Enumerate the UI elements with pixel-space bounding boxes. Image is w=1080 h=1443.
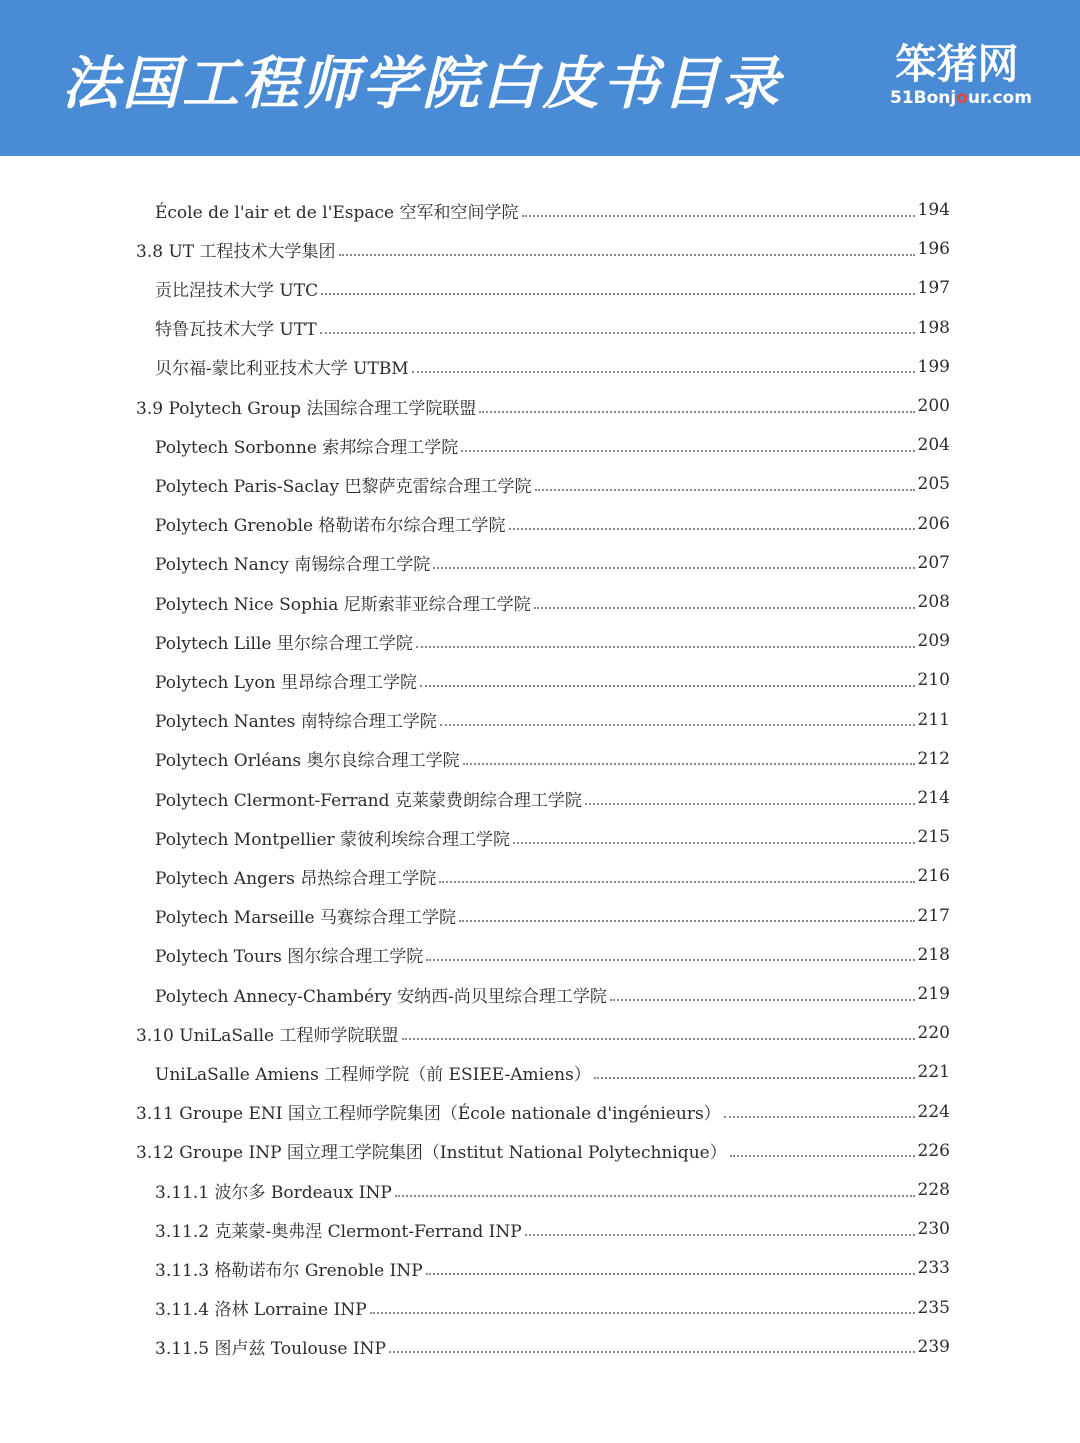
dot-leader	[461, 449, 914, 452]
dot-leader	[479, 410, 914, 413]
dot-leader	[522, 214, 915, 217]
dot-leader	[339, 253, 915, 256]
dot-leader	[610, 998, 915, 1001]
toc-page-number: 215	[917, 827, 950, 848]
toc-page-number: 206	[917, 513, 950, 534]
toc-page-number: 226	[917, 1140, 950, 1161]
toc-page-number: 209	[917, 631, 950, 652]
toc-page-number: 210	[917, 670, 950, 691]
toc-page-number: 219	[917, 984, 950, 1004]
toc-entry[interactable]	[155, 469, 950, 499]
toc-entry[interactable]	[155, 626, 950, 656]
toc-entry[interactable]	[155, 1332, 950, 1362]
toc-entry[interactable]	[155, 313, 950, 343]
toc-page-number: 207	[917, 552, 950, 573]
toc-entry-title: Polytech Annecy-Chambéry 安纳西-尚贝里综合理工学院	[155, 986, 607, 1007]
toc-page-number: 239	[917, 1336, 950, 1357]
toc-entry-title: Polytech Marseille 马赛综合理工学院	[155, 908, 457, 929]
toc-page-number: 211	[917, 709, 950, 730]
site-logo[interactable]	[890, 40, 1032, 114]
toc-page-number: 205	[917, 474, 950, 495]
toc-entry-title: 3.10 UniLaSalle 工程师学院联盟	[136, 1025, 399, 1046]
toc-entry[interactable]	[155, 822, 950, 852]
toc-entry[interactable]	[155, 1253, 950, 1283]
toc-entry-title: UniLaSalle Amiens 工程师学院（前 ESIEE-Amiens）	[155, 1064, 591, 1085]
toc-entry[interactable]	[136, 1018, 950, 1048]
toc-page-number: 198	[917, 317, 950, 338]
toc-entry[interactable]	[155, 979, 950, 1009]
toc-entry-title: Polytech Orléans 奥尔良综合理工学院	[155, 751, 460, 772]
toc-entry-title: 3.11.1 波尔多 Bordeaux INP	[155, 1182, 392, 1203]
toc-page-number: 218	[917, 944, 950, 965]
toc-entry-title: Polytech Lille 里尔综合理工学院	[155, 633, 413, 654]
toc-entry[interactable]	[155, 548, 950, 578]
dot-leader	[730, 1154, 915, 1157]
dot-leader	[416, 645, 915, 648]
dot-leader	[395, 1194, 915, 1197]
toc-page-number: 228	[917, 1180, 950, 1200]
toc-entry[interactable]	[155, 940, 950, 970]
toc-entry[interactable]	[155, 1175, 950, 1205]
toc-entry[interactable]	[155, 352, 950, 382]
toc-page-number: 196	[917, 239, 950, 260]
toc-entry[interactable]	[155, 1293, 950, 1323]
toc-page-number: 230	[917, 1219, 950, 1240]
dot-leader	[321, 292, 914, 295]
toc-entry[interactable]	[155, 195, 950, 225]
toc-entry-title: 3.9 Polytech Group 法国综合理工学院联盟	[136, 398, 477, 419]
toc-page-number: 216	[917, 866, 950, 887]
dot-leader	[724, 1115, 915, 1118]
toc-entry-title: 3.11.3 格勒诺布尔 Grenoble INP	[155, 1260, 423, 1281]
toc-page-number: 194	[917, 200, 950, 220]
toc-page-number: 214	[917, 788, 950, 808]
toc-entry-title: Polytech Nice Sophia 尼斯索菲亚综合理工学院	[155, 594, 531, 615]
dot-leader	[439, 880, 914, 883]
toc-entry-title: 3.11.5 图卢兹 Toulouse INP	[155, 1339, 386, 1360]
dot-leader	[535, 488, 915, 491]
toc-entry-title: Polytech Tours 图尔综合理工学院	[155, 947, 424, 968]
toc-page-number: 220	[917, 1023, 950, 1044]
toc-entry-title: Polytech Lyon 里昂综合理工学院	[155, 672, 417, 693]
toc-entry-title: 3.11.2 克莱蒙-奥弗涅 Clermont-Ferrand INP	[155, 1221, 522, 1242]
dot-leader	[440, 723, 915, 726]
toc-entry[interactable]	[136, 391, 950, 421]
toc-entry[interactable]	[155, 744, 950, 774]
dot-leader	[420, 684, 915, 687]
toc-page-number: 221	[917, 1062, 950, 1083]
toc-page-number: 208	[917, 592, 950, 612]
toc-entry-title: 贝尔福-蒙比利亚技术大学 UTBM	[155, 359, 409, 380]
toc-entry[interactable]	[136, 1136, 950, 1166]
toc-entry[interactable]	[155, 273, 950, 303]
dot-leader	[370, 1311, 915, 1314]
dot-leader	[389, 1350, 915, 1353]
toc-entry[interactable]	[136, 234, 950, 264]
toc-page-number: 212	[917, 748, 950, 769]
logo-url: 51Bonjour.com	[890, 88, 1032, 108]
toc-entry[interactable]	[155, 509, 950, 539]
toc-page-number: 197	[917, 278, 950, 299]
dot-leader	[509, 527, 915, 530]
dot-leader	[320, 331, 915, 334]
dot-leader	[433, 566, 914, 569]
toc-entry-title: Polytech Montpellier 蒙彼利埃综合理工学院	[155, 829, 511, 850]
toc-entry[interactable]	[155, 665, 950, 695]
dot-leader	[459, 919, 915, 922]
toc-entry[interactable]	[155, 901, 950, 931]
toc-entry[interactable]	[155, 1214, 950, 1244]
toc-entry-title: 3.11 Groupe ENI 国立工程师学院集团（École nationale d'ingénieurs）	[136, 1104, 721, 1125]
toc-page-number: 235	[917, 1297, 950, 1318]
toc-entry[interactable]	[155, 430, 950, 460]
toc-entry-title: Polytech Grenoble 格勒诺布尔综合理工学院	[155, 516, 506, 537]
dot-leader	[402, 1037, 915, 1040]
dot-leader	[426, 1272, 915, 1275]
toc-entry-title: Polytech Paris-Saclay 巴黎萨克雷综合理工学院	[155, 476, 532, 497]
toc-entry-title: 贡比涅技术大学 UTC	[155, 280, 319, 301]
dot-leader	[513, 841, 914, 844]
toc-page-number: 217	[917, 905, 950, 926]
toc-entry[interactable]	[155, 861, 950, 891]
dot-leader	[585, 802, 915, 805]
toc-entry[interactable]	[155, 783, 950, 813]
dot-leader	[525, 1233, 915, 1236]
toc-entry-title: 特鲁瓦技术大学 UTT	[155, 320, 317, 341]
dot-leader	[594, 1076, 915, 1079]
toc-entry-title: 3.11.4 洛林 Lorraine INP	[155, 1300, 367, 1321]
toc-page-number: 233	[917, 1258, 950, 1279]
toc-entry[interactable]	[155, 705, 950, 735]
toc-entry-title: Polytech Nancy 南锡综合理工学院	[155, 555, 431, 576]
toc-entry-title: Polytech Clermont-Ferrand 克莱蒙费朗综合理工学院	[155, 790, 582, 811]
toc-page-number: 199	[917, 356, 950, 377]
toc-entry-title: 3.12 Groupe INP 国立理工学院集团（Institut National Polytechnique）	[136, 1143, 727, 1164]
toc-entry-title: 3.8 UT 工程技术大学集团	[136, 241, 336, 262]
dot-leader	[534, 606, 915, 609]
dot-leader	[412, 370, 915, 373]
page-title: 法国工程师学院白皮书目录	[62, 51, 782, 117]
toc-entry-title: École de l'air et de l'Espace 空军和空间学院	[155, 202, 519, 223]
toc-page-number: 224	[917, 1101, 950, 1122]
dot-leader	[426, 958, 914, 961]
toc-entry-title: Polytech Sorbonne 索邦综合理工学院	[155, 437, 459, 458]
toc-entry-title: Polytech Nantes 南特综合理工学院	[155, 712, 437, 733]
dot-leader	[463, 762, 915, 765]
toc-entry[interactable]	[155, 1057, 950, 1087]
toc-entry-title: Polytech Angers 昂热综合理工学院	[155, 868, 437, 889]
toc-entry[interactable]	[136, 1097, 950, 1127]
toc-entry[interactable]	[155, 587, 950, 617]
header-banner	[0, 0, 1080, 156]
toc-page-number: 200	[917, 396, 950, 416]
toc-page-number: 204	[917, 435, 950, 456]
logo-wordmark: 笨猪网	[895, 40, 1019, 88]
